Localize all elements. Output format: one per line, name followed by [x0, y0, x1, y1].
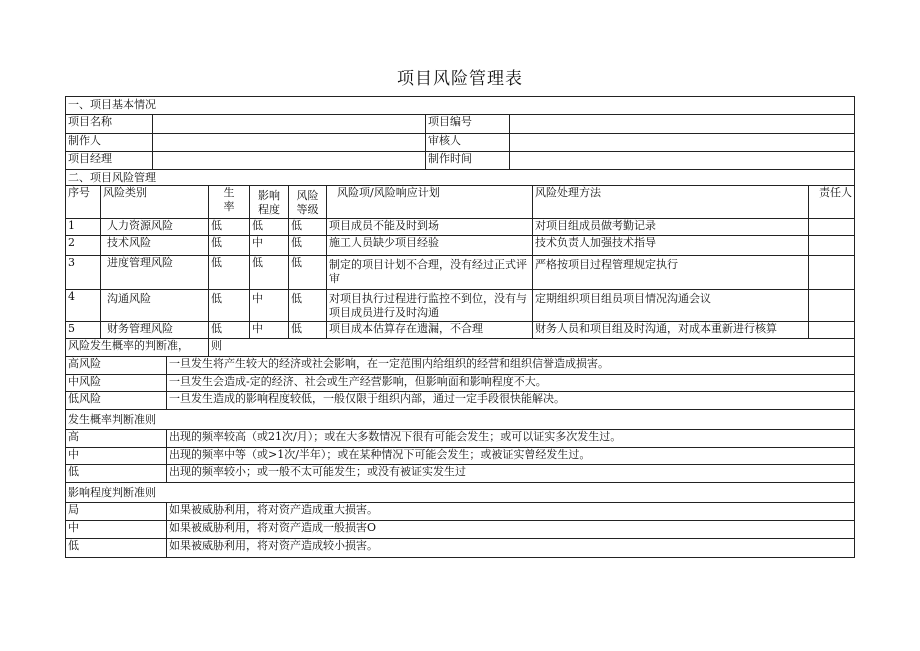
risk-method: 财务人员和项目组及时沟通，对成本重新进行核算: [532, 322, 808, 338]
risk-impact: 中: [249, 290, 288, 321]
risk-plan: 项目成本估算存在遗漏，不合理: [326, 322, 532, 338]
info-row: [65, 134, 855, 152]
risk-probability: 低: [208, 219, 249, 235]
risk-level: 低: [288, 290, 326, 321]
section-heading: 二、项目风险管理: [68, 171, 156, 184]
risk-owner[interactable]: [808, 322, 854, 338]
impact-text: 如果被威胁利用，将对资产造成重大损害。: [166, 503, 854, 520]
risk-method: 对项目组成员做考勤记录: [532, 219, 808, 235]
reviewer-field[interactable]: [509, 134, 854, 151]
col-header-probability: 生 率: [208, 186, 249, 218]
section-risk-heading: [65, 170, 855, 186]
info-row: [65, 115, 855, 134]
risk-owner[interactable]: [808, 236, 854, 255]
risk-type: 财务管理风险: [100, 322, 208, 338]
impact-row: [65, 503, 855, 521]
risk-probability: 低: [208, 256, 249, 289]
criteria-row: [65, 357, 855, 375]
probability-label: 中: [68, 448, 79, 461]
risk-owner[interactable]: [808, 290, 854, 321]
risk-probability: 低: [208, 322, 249, 338]
col-header-no: 序号: [68, 186, 90, 199]
criteria-row: [65, 375, 855, 392]
probability-label: 高: [68, 430, 79, 443]
impact-row: [65, 521, 855, 539]
probability-heading-row: [65, 410, 855, 430]
risk-no: 5: [68, 322, 75, 335]
risk-impact: 中: [249, 236, 288, 255]
risk-level: 低: [288, 236, 326, 255]
info-row: [65, 152, 855, 170]
manager-field[interactable]: [152, 152, 425, 169]
project-name-field[interactable]: [152, 115, 425, 133]
criteria-label: 高风险: [68, 357, 101, 370]
col-header-owner: 责任人: [808, 186, 854, 218]
risk-no: 3: [68, 256, 75, 269]
info-label: 审核人: [425, 134, 509, 151]
risk-row: [65, 322, 855, 339]
project-number-field[interactable]: [509, 115, 854, 133]
risk-row: [65, 290, 855, 322]
risk-level: 低: [288, 256, 326, 289]
risk-level: 低: [288, 322, 326, 338]
risk-impact: 低: [249, 219, 288, 235]
risk-plan: 对项目执行过程进行监控不到位，没有与项目成员进行及时沟通: [326, 290, 532, 321]
risk-type: 进度管理风险: [100, 256, 208, 289]
risk-probability: 低: [208, 290, 249, 321]
criteria-row: [65, 392, 855, 410]
col-header-impact: 影响 程度: [249, 186, 288, 218]
criteria-text: 一旦发生将产生较大的经济或社会影响，在一定范围内给组织的经营和组织信誉造成损害。: [166, 357, 854, 374]
risk-type: 人力资源风险: [100, 219, 208, 235]
impact-heading-row: [65, 483, 855, 503]
probability-text: 出现的频率较小；或一般不太可能发生；或没有被证实发生过: [166, 465, 854, 482]
risk-table-header: [65, 186, 855, 219]
probability-text: 出现的频率中等（或>1次/半年）；或在某种情况下可能会发生；或被证实曾经发生过。: [166, 448, 854, 464]
criteria-text: 一旦发生会造成-定的经济、社会或生产经营影响，但影响面和影响程度不大。: [166, 375, 854, 391]
probability-row: [65, 448, 855, 465]
risk-owner[interactable]: [808, 256, 854, 289]
risk-probability: 低: [208, 236, 249, 255]
impact-label: 低: [68, 539, 79, 552]
impact-label: 局: [68, 503, 79, 516]
info-label: 项目名称: [68, 115, 112, 128]
probability-heading: 发生概率判断准则: [68, 413, 156, 426]
probability-row: [65, 465, 855, 483]
risk-management-table: [65, 96, 855, 558]
risk-no: 2: [68, 236, 75, 249]
info-label: 制作人: [68, 134, 101, 147]
risk-no: 1: [68, 219, 75, 232]
risk-row: [65, 256, 855, 290]
risk-plan: 项目成员不能及时到场: [326, 219, 532, 235]
col-header-plan: 风险项/风险响应计划: [326, 186, 532, 218]
risk-impact: 中: [249, 322, 288, 338]
criteria-label: 低风险: [68, 392, 101, 405]
risk-plan: 施工人员缺少项目经验: [326, 236, 532, 255]
risk-plan: 制定的项目计划不合理，没有经过正式评审: [326, 256, 532, 289]
criteria-text: 一旦发生造成的影响程度较低，一般仅限于组织内部，通过一定手段很快能解决。: [166, 392, 854, 409]
criteria-label: 中风险: [68, 375, 101, 388]
probability-text: 出现的频率较高（或21次/月）；或在大多数情况下很有可能会发生；或可以证实多次发生过。: [166, 430, 854, 447]
probability-label: 低: [68, 465, 79, 478]
risk-impact: 低: [249, 256, 288, 289]
risk-type: 沟通风险: [100, 290, 208, 321]
impact-text: 如果被威胁利用，将对资产造成一般损害O: [166, 521, 854, 538]
risk-row: [65, 236, 855, 256]
probability-row: [65, 430, 855, 448]
risk-owner[interactable]: [808, 219, 854, 235]
page-title: 项目风险管理表: [397, 69, 523, 89]
risk-method: 定期组织项目组员项目情况沟通会议: [532, 290, 808, 321]
made-time-field[interactable]: [509, 152, 854, 169]
section-basic-info-heading: [65, 96, 855, 115]
col-header-type: 风险类别: [100, 186, 208, 218]
risk-row: [65, 219, 855, 236]
impact-heading: 影响程度判断准则: [68, 486, 156, 499]
criteria-heading-row: [65, 339, 855, 357]
impact-text: 如果被威胁利用，将对资产造成较小损害。: [166, 539, 854, 557]
risk-level: 低: [288, 219, 326, 235]
impact-label: 中: [68, 521, 79, 534]
risk-no: 4: [68, 290, 75, 303]
criteria-heading-suffix: 则: [208, 339, 854, 356]
col-header-method: 风险处理方法: [532, 186, 808, 218]
author-field[interactable]: [152, 134, 425, 151]
risk-type: 技术风险: [100, 236, 208, 255]
risk-method: 技术负责人加强技术指导: [532, 236, 808, 255]
col-header-level: 风险 等级: [288, 186, 326, 218]
risk-method: 严格按项目过程管理规定执行: [532, 256, 808, 289]
info-label: 制作时间: [425, 152, 509, 169]
info-label: 项目编号: [425, 115, 509, 133]
info-label: 项目经理: [68, 152, 112, 165]
section-heading: 一、项目基本情况: [68, 98, 156, 111]
criteria-heading: 风险发生概率的判断准，: [68, 339, 189, 352]
impact-row: [65, 539, 855, 558]
